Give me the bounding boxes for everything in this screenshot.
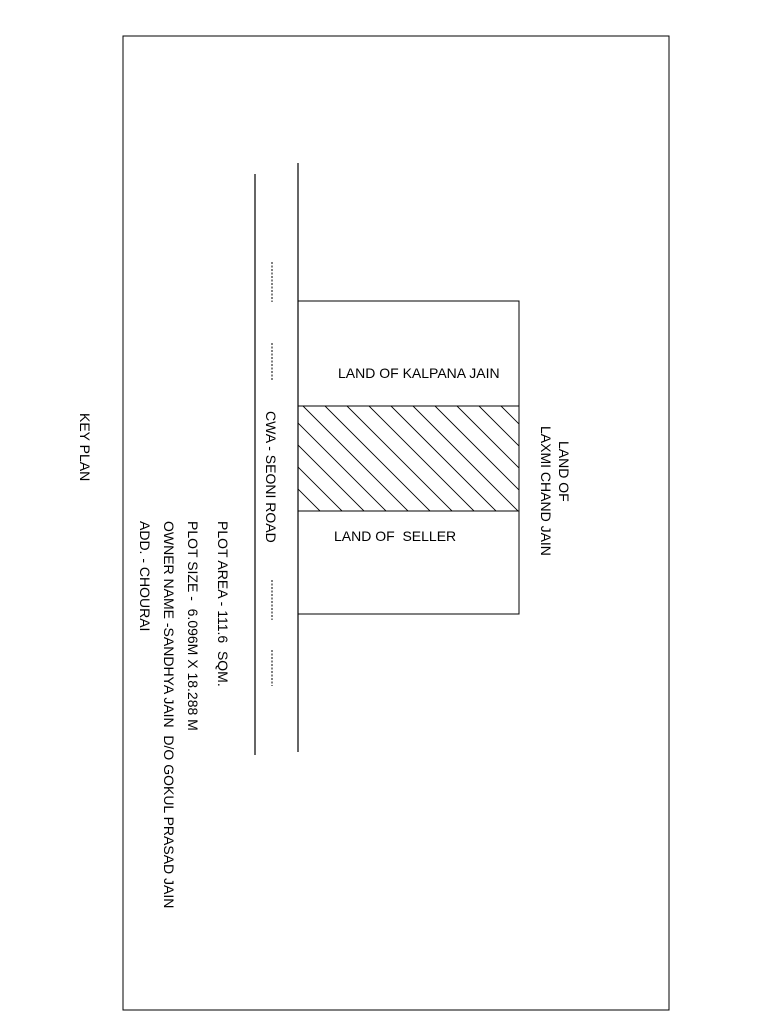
parcel-subject-plot bbox=[298, 406, 519, 511]
hatch-line bbox=[413, 406, 518, 511]
hatch-line bbox=[193, 406, 298, 511]
hatch-line bbox=[347, 406, 452, 511]
hatch-line bbox=[303, 406, 408, 511]
owner-name: OWNER NAME -SANDHYA JAIN D/O GOKUL PRASAD JAIN bbox=[161, 521, 177, 909]
hatch-line bbox=[369, 406, 474, 511]
sheet-border bbox=[123, 36, 669, 1010]
plot-area: PLOT AREA - 111.6 SQM. bbox=[215, 521, 231, 687]
page-title: KEY PLAN bbox=[77, 413, 93, 482]
plot-size: PLOT SIZE - 6.096M X 18.288 M bbox=[185, 521, 201, 731]
parcel-kalpana-jain bbox=[298, 301, 519, 406]
address: ADD. - CHOURAI bbox=[137, 521, 153, 632]
hatch-line bbox=[391, 406, 496, 511]
hatch-line bbox=[589, 406, 694, 511]
road-label: CWA - SEONI ROAD bbox=[263, 411, 279, 543]
label-laxmi-chand-line1: LAND OF bbox=[556, 441, 572, 502]
label-seller: LAND OF SELLER bbox=[334, 528, 457, 544]
label-laxmi-chand-line2: LAXMI CHAND JAIN bbox=[538, 426, 554, 556]
label-kalpana-jain: LAND OF KALPANA JAIN bbox=[338, 365, 500, 381]
hatch-line bbox=[237, 406, 342, 511]
hatch-line bbox=[567, 406, 672, 511]
hatch-line bbox=[281, 406, 386, 511]
hatch-line bbox=[325, 406, 430, 511]
hatch-line bbox=[611, 406, 716, 511]
parcel-seller bbox=[298, 511, 519, 614]
hatch-line bbox=[435, 406, 540, 511]
